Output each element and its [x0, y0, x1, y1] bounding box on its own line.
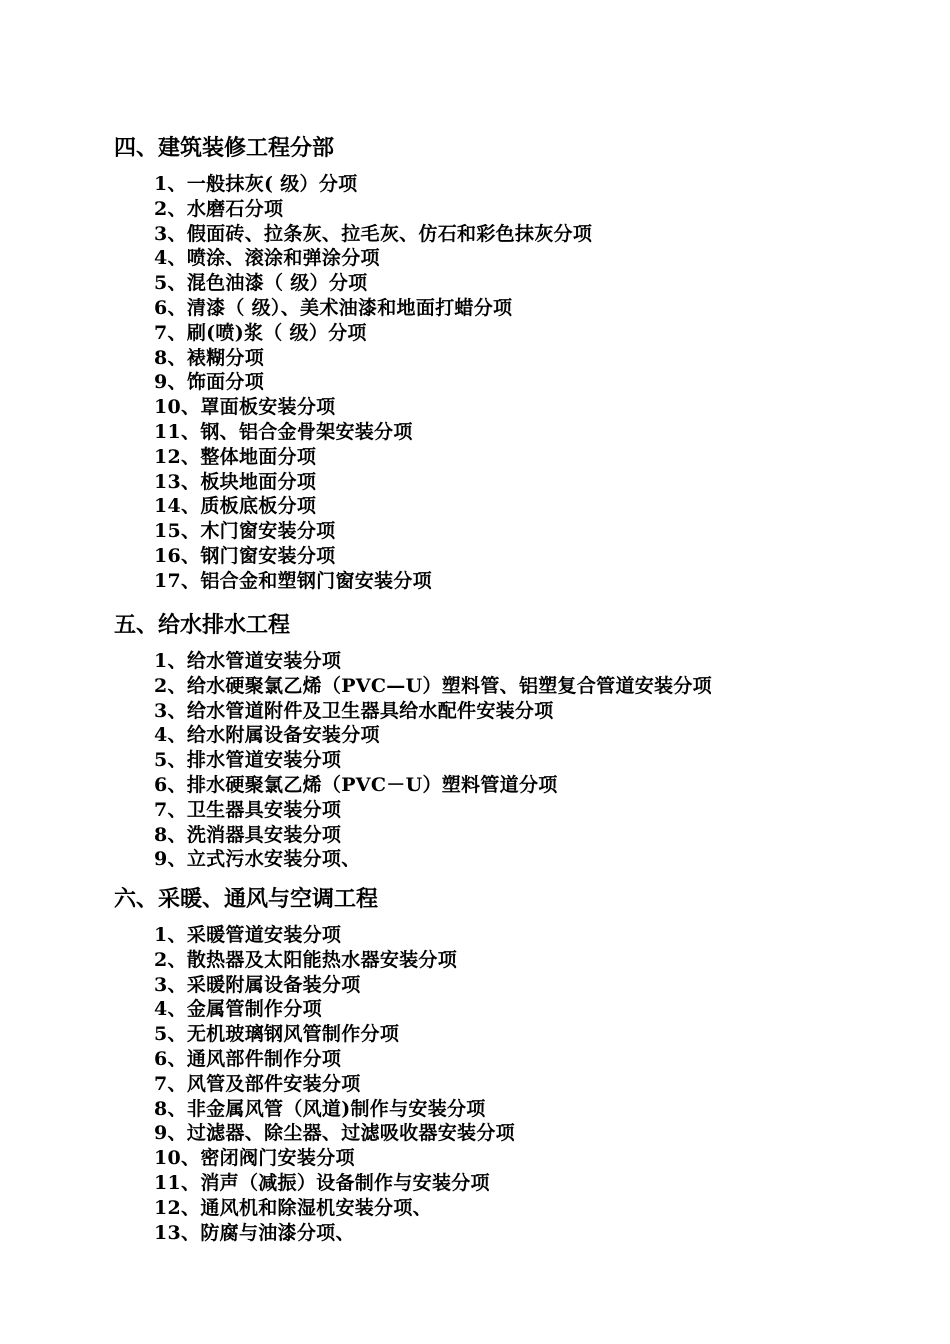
list-item: 5、混色油漆（ 级）分项: [154, 272, 368, 295]
item-list: [154, 649, 950, 872]
section-heading: 四、建筑装修工程分部: [114, 136, 335, 161]
section-water-drainage: [0, 608, 950, 871]
list-item: 16、钢门窗安装分项: [154, 544, 336, 567]
list-item: 8、非金属风管（风道)制作与安装分项: [154, 1097, 486, 1120]
section-heating-ventilation: [0, 882, 950, 1244]
list-item: 2、水磨石分项: [154, 197, 284, 220]
list-item: 3、采暖附属设备装分项: [154, 973, 361, 996]
section-heading: 六、采暖、通风与空调工程: [114, 887, 379, 912]
section-heading: 五、给水排水工程: [114, 613, 291, 638]
list-item: 14、质板底板分项: [154, 495, 317, 518]
list-item: 17、铝合金和塑钢门窗安装分项: [154, 569, 432, 592]
list-item: 6、清漆（ 级）、美术油漆和地面打蜡分项: [154, 296, 513, 319]
list-item: 11、钢、铝合金骨架安装分项: [154, 420, 413, 443]
list-item: 13、板块地面分项: [154, 470, 317, 493]
item-list: [154, 172, 950, 594]
list-item: 13、防腐与油漆分项、: [154, 1221, 355, 1244]
list-item: 8、洗消器具安装分项: [154, 823, 342, 846]
list-item: 5、排水管道安装分项: [154, 749, 342, 772]
list-item: 2、给水硬聚氯乙烯（PVC—U）塑料管、铝塑复合管道安装分项: [154, 674, 712, 697]
list-item: 7、风管及部件安装分项: [154, 1072, 361, 1095]
list-item: 1、给水管道安装分项: [154, 650, 342, 672]
list-item: 5、无机玻璃钢风管制作分项: [154, 1023, 400, 1046]
list-item: 9、过滤器、除尘器、过滤吸收器安装分项: [154, 1122, 515, 1145]
list-item: 4、喷涂、滚涂和弹涂分项: [154, 247, 380, 270]
list-item: 2、散热器及太阳能热水器安装分项: [154, 948, 458, 971]
list-item: 7、刷(喷)浆（ 级）分项: [154, 321, 367, 344]
list-item: 1、采暖管道安装分项: [154, 924, 342, 946]
list-item: 15、木门窗安装分项: [154, 520, 336, 543]
list-item: 7、卫生器具安装分项: [154, 798, 342, 821]
list-item: 3、假面砖、拉条灰、拉毛灰、仿石和彩色抹灰分项: [154, 222, 593, 245]
list-item: 8、裱糊分项: [154, 346, 265, 369]
list-item: 3、给水管道附件及卫生器具给水配件安装分项: [154, 699, 554, 722]
list-item: 12、通风机和除湿机安装分项、: [154, 1196, 432, 1219]
list-item: 9、饰面分项: [154, 371, 265, 394]
section-building-decoration: [0, 131, 950, 592]
list-item: 6、通风部件制作分项: [154, 1047, 342, 1070]
item-list: [154, 923, 950, 1245]
list-item: 4、给水附属设备安装分项: [154, 724, 380, 747]
list-item: 6、排水硬聚氯乙烯（PVC－U）塑料管道分项: [154, 773, 558, 796]
list-item: 9、立式污水安装分项、: [154, 848, 361, 871]
list-item: 10、罩面板安装分项: [154, 396, 336, 419]
list-item: 12、整体地面分项: [154, 445, 317, 468]
list-item: 11、消声（减振）设备制作与安装分项: [154, 1171, 490, 1194]
list-item: 1、一般抹灰( 级）分项: [154, 173, 358, 195]
list-item: 4、金属管制作分项: [154, 998, 322, 1021]
list-item: 10、密闭阀门安装分项: [154, 1147, 355, 1170]
